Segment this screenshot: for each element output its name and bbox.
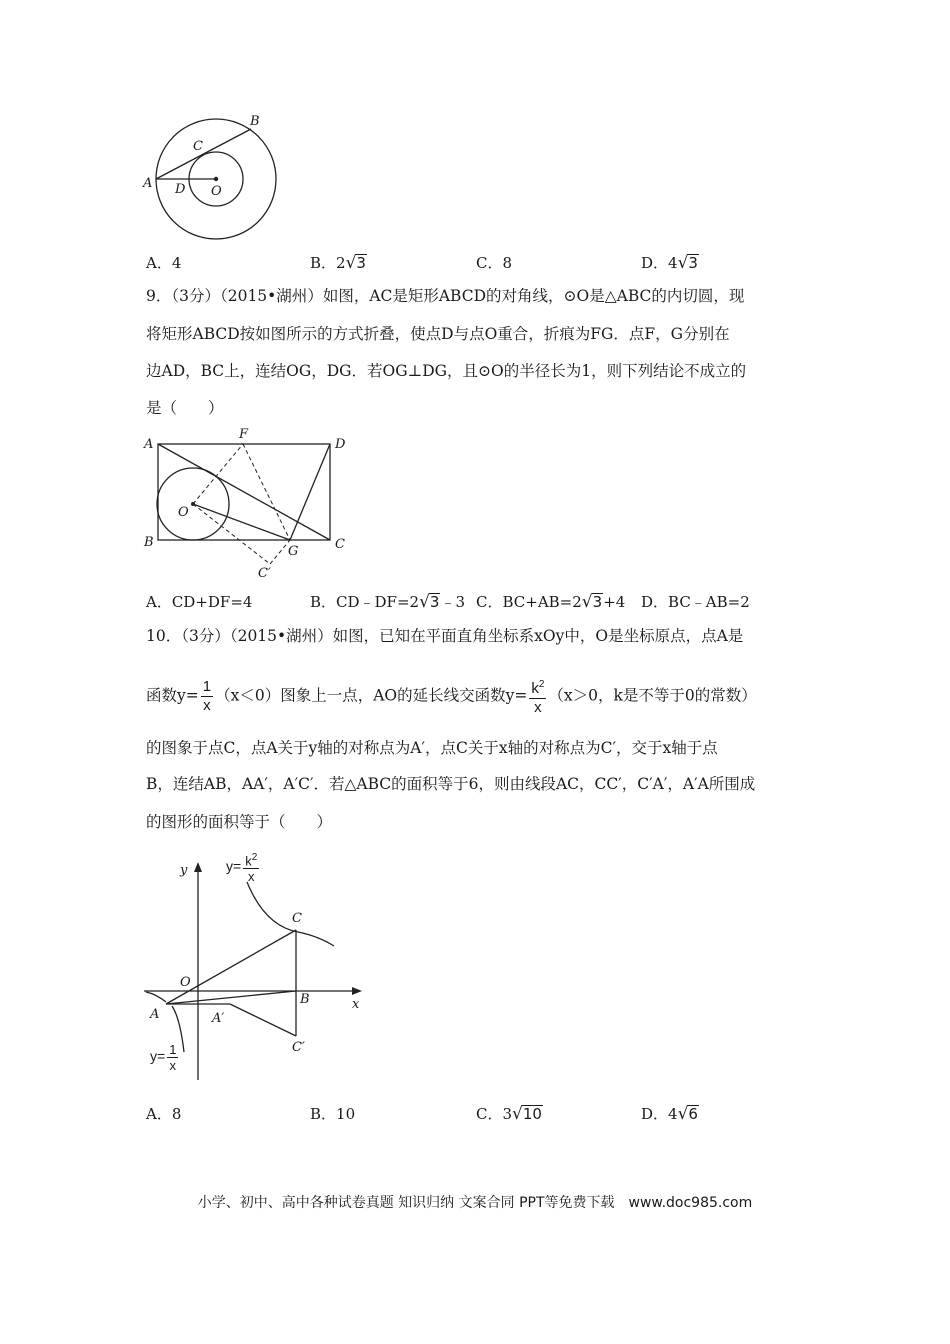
q8-option-b: B．2√3 bbox=[310, 253, 366, 273]
segment-of bbox=[193, 444, 243, 504]
label-o: O bbox=[180, 975, 191, 990]
segment-oc2 bbox=[193, 504, 270, 564]
q9-option-b: B．CD﹣DF=2√3﹣3 bbox=[310, 592, 466, 612]
label-b: B bbox=[300, 992, 310, 1007]
q10-option-c: C．3√10 bbox=[476, 1104, 542, 1124]
q9-figure bbox=[140, 424, 360, 584]
label-d: D bbox=[335, 437, 346, 452]
label-d: D bbox=[175, 182, 186, 197]
label-y: y bbox=[180, 863, 188, 878]
q9-line-1: 9．（3分）（2015•湖州）如图，AC是矩形ABCD的对角线，⊙O是△ABC的内切圆，现 bbox=[146, 287, 745, 305]
segment-dg bbox=[290, 444, 330, 540]
label-f: F bbox=[239, 427, 249, 442]
curve-1-over-x-upper bbox=[146, 992, 166, 1002]
label-x: x bbox=[352, 997, 360, 1012]
label-a: A bbox=[144, 437, 154, 452]
label-o: O bbox=[211, 184, 222, 199]
segment-c2g bbox=[270, 540, 290, 564]
q10-eq-bottom: y= $\frac{1}{x}$ bbox=[150, 1042, 177, 1073]
q9-option-c: C．BC+AB=2√3+4 bbox=[476, 592, 626, 612]
q9-line-2: 将矩形ABCD按如图所示的方式折叠，使点D与点O重合，折痕为FG．点F，G分别在 bbox=[146, 325, 730, 343]
footer-text: 小学、初中、高中各种试卷真题 知识归纳 文案合同 PPT等免费下载 www.doc985.com bbox=[197, 1195, 753, 1211]
x-axis-arrow bbox=[352, 987, 362, 995]
label-c: C bbox=[335, 537, 345, 552]
q9-option-d: D．BC﹣AB=2 bbox=[641, 593, 750, 611]
label-c-prime: C′ bbox=[258, 566, 271, 581]
center-point bbox=[214, 177, 218, 181]
label-a: A bbox=[143, 176, 153, 191]
segment-ab bbox=[156, 129, 251, 179]
label-c: C bbox=[292, 911, 302, 926]
curve-k2-over-x bbox=[247, 882, 334, 946]
q8-option-d: D．4√3 bbox=[641, 253, 698, 273]
label-c-prime: C′ bbox=[292, 1040, 305, 1055]
label-b: B bbox=[144, 535, 154, 550]
label-g: G bbox=[288, 544, 299, 559]
point-o bbox=[191, 502, 195, 506]
label-o: O bbox=[178, 505, 189, 520]
q10-line-5: 的图形的面积等于（ ） bbox=[146, 813, 333, 831]
q10-option-a: A．8 bbox=[146, 1105, 182, 1123]
q10-line-3: 的图象于点C，点A关于y轴的对称点为A′，点C关于x轴的对称点为C′，交于x轴于点 bbox=[146, 739, 718, 757]
q10-option-d: D．4√6 bbox=[641, 1104, 698, 1124]
label-b: B bbox=[250, 114, 260, 129]
q9-line-4: 是（ ） bbox=[146, 399, 224, 417]
q9-line-3: 边AD，BC上，连结OG，DG．若OG⊥DG，且⊙O的半径长为1，则下列结论不成立的 bbox=[146, 362, 747, 380]
q10-eq-top: y= $\frac{k^2}{x}$ bbox=[226, 852, 258, 885]
label-a-prime: A′ bbox=[212, 1011, 225, 1026]
segment-a2c2 bbox=[230, 1004, 296, 1036]
q10-option-b: B．10 bbox=[310, 1105, 356, 1123]
q8-option-c: C．8 bbox=[476, 254, 513, 272]
q10-line-4: B，连结AB，AA′，A′C′．若△ABC的面积等于6，则由线段AC，CC′，C′A′，A′A所围成 bbox=[146, 775, 756, 793]
y-axis-arrow bbox=[194, 862, 202, 872]
q9-option-a: A．CD+DF=4 bbox=[146, 593, 253, 611]
q8-option-a: A．4 bbox=[146, 254, 182, 272]
label-a: A bbox=[150, 1007, 160, 1022]
q10-line-1: 10．（3分）（2015•湖州）如图，已知在平面直角坐标系xOy中，O是坐标原点，点A是 bbox=[146, 627, 744, 645]
q8-figure bbox=[140, 112, 285, 247]
diagonal-ac bbox=[158, 444, 330, 540]
q10-line-2: 函数y= $\frac{1}{x}$ （x＜0）图象上一点，AO的延长线交函数y= $\frac{k^2}{x}$ （x＞0，k是不等于0的常数） bbox=[146, 678, 757, 716]
label-c: C bbox=[193, 139, 203, 154]
